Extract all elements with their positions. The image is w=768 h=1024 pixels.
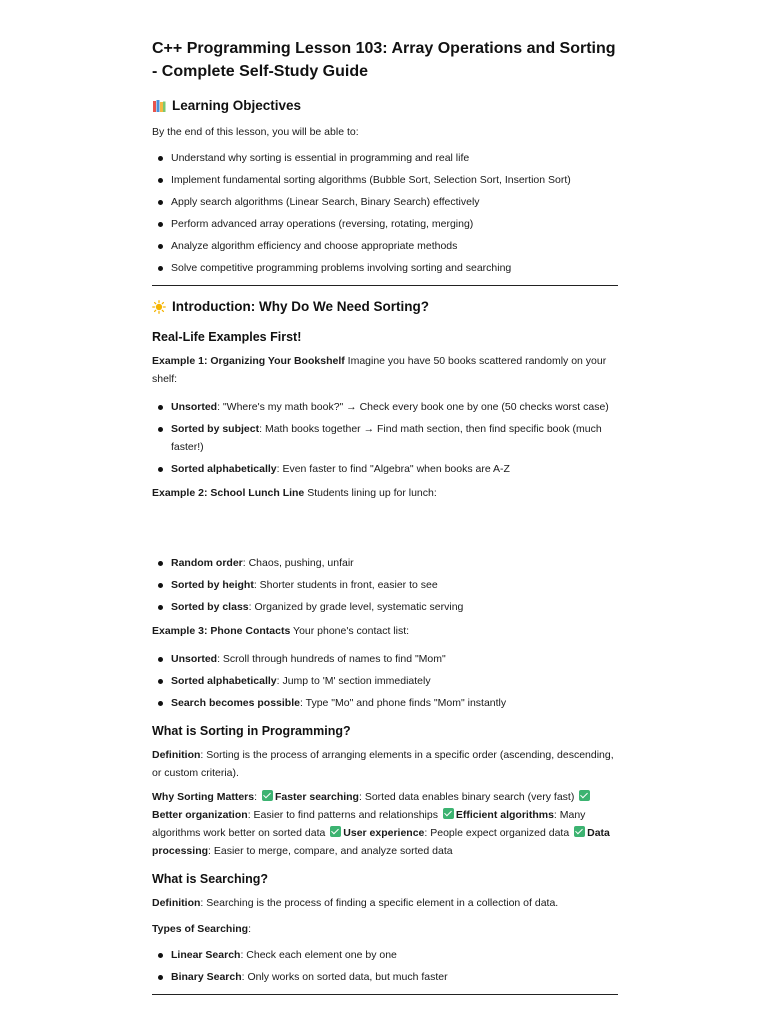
lesson-content xyxy=(152,37,618,995)
item-text: : Chaos, pushing, unfair xyxy=(242,557,354,569)
list-item xyxy=(152,694,618,712)
list-item xyxy=(152,968,618,986)
check-mark-icon xyxy=(330,826,341,837)
why-sorting-matters xyxy=(152,788,618,860)
benefit-text: : Easier to find patterns and relationships xyxy=(247,809,438,821)
why-label: Why Sorting Matters xyxy=(152,791,255,803)
benefit-text: : People expect organized data xyxy=(424,827,570,839)
colon: : xyxy=(254,791,258,803)
item-label: Linear Search xyxy=(171,949,241,961)
example-2-list xyxy=(152,554,618,616)
check-mark-icon xyxy=(574,826,585,837)
list-item xyxy=(152,672,618,690)
item-text: : Organized by grade level, systematic serving xyxy=(248,601,464,613)
page-title: C++ Programming Lesson 103: Array Operations and Sorting - Complete Self-Study Guide xyxy=(152,40,616,80)
sorting-heading: What is Sorting in Programming? xyxy=(152,724,351,738)
example-3-list xyxy=(152,650,618,712)
benefit-label: Faster searching xyxy=(274,791,359,803)
types-of-searching xyxy=(152,920,618,938)
definition-label: Definition xyxy=(152,749,201,761)
list-item: Solve competitive programming problems involving sorting and searching xyxy=(152,259,618,277)
searching-definition xyxy=(152,894,618,912)
item-text: : Math books together → Find math section, then find specific book (much faster!) xyxy=(171,423,602,453)
item-label: Unsorted xyxy=(171,653,218,665)
objectives-list xyxy=(152,149,618,277)
item-text: : Check each element one by one xyxy=(240,949,397,961)
benefit-label: Efficient algorithms xyxy=(455,809,554,821)
sorting-definition xyxy=(152,746,618,782)
intro-heading xyxy=(152,298,618,316)
example-1-list xyxy=(152,398,618,478)
books-icon xyxy=(152,99,166,113)
item-label: Sorted alphabetically xyxy=(171,463,277,475)
definition-label: Definition xyxy=(152,897,201,909)
list-item xyxy=(152,650,618,668)
item-text: : Only works on sorted data, but much faster xyxy=(241,971,448,983)
item-label: Sorted alphabetically xyxy=(171,675,277,687)
list-item: Perform advanced array operations (reversing, rotating, merging) xyxy=(152,215,618,233)
example-3-label: Example 3: Phone Contacts xyxy=(152,625,291,637)
item-label: Unsorted xyxy=(171,401,218,413)
item-text: : Jump to 'M' section immediately xyxy=(276,675,431,687)
benefit-text: : Many algorithms work better on sorted data xyxy=(152,809,586,839)
section-divider xyxy=(152,285,618,286)
item-label: Random order xyxy=(171,557,243,569)
example-1 xyxy=(152,352,618,388)
example-3 xyxy=(152,622,618,640)
benefit-label: User experience xyxy=(343,827,425,839)
item-text: : Scroll through hundreds of names to find "Mom" xyxy=(217,653,446,665)
item-text: : "Where's my math book?" → Check every book one by one (50 checks worst case) xyxy=(217,401,609,413)
example-2-label: Example 2: School Lunch Line xyxy=(152,487,305,499)
list-item xyxy=(152,460,618,478)
colon: : xyxy=(248,923,252,935)
real-life-heading: Real-Life Examples First! xyxy=(152,330,302,344)
example-3-text: Your phone's contact list: xyxy=(290,625,410,637)
searching-heading: What is Searching? xyxy=(152,872,268,886)
example-2 xyxy=(152,484,618,502)
list-item: Analyze algorithm efficiency and choose appropriate methods xyxy=(152,237,618,255)
item-text: : Even faster to find "Algebra" when books are A-Z xyxy=(276,463,510,475)
list-item: Apply search algorithms (Linear Search, Binary Search) effectively xyxy=(152,193,618,211)
list-item xyxy=(152,554,618,572)
item-label: Binary Search xyxy=(171,971,242,983)
benefit-text: : Easier to merge, compare, and analyze sorted data xyxy=(208,845,453,857)
check-mark-icon xyxy=(443,808,454,819)
item-text: : Shorter students in front, easier to see xyxy=(253,579,438,591)
check-mark-icon xyxy=(262,790,273,801)
item-label: Search becomes possible xyxy=(171,697,300,709)
benefit-label: Better organization xyxy=(152,809,248,821)
definition-text: : Sorting is the process of arranging elements in a specific order (ascending, descending, or custom criteria). xyxy=(152,749,614,779)
item-text: : Type "Mo" and phone finds "Mom" instantly xyxy=(299,697,507,709)
item-label: Sorted by height xyxy=(171,579,254,591)
section-divider xyxy=(152,994,618,995)
definition-text: : Searching is the process of finding a specific element in a collection of data. xyxy=(200,897,559,909)
list-item xyxy=(152,946,618,964)
sun-icon xyxy=(152,300,166,314)
types-label: Types of Searching xyxy=(152,923,249,935)
list-item xyxy=(152,420,618,456)
example-2-text: Students lining up for lunch: xyxy=(304,487,437,499)
benefit-label: Data processing xyxy=(152,827,610,857)
item-label: Sorted by class xyxy=(171,601,249,613)
objectives-heading-text: Learning Objectives xyxy=(172,98,302,113)
list-item xyxy=(152,576,618,594)
benefit-text: : Sorted data enables binary search (very fast) xyxy=(358,791,575,803)
objectives-heading xyxy=(152,97,618,115)
example-1-text: Imagine you have 50 books scattered randomly on your shelf: xyxy=(152,355,607,385)
list-item xyxy=(152,598,618,616)
objectives-intro: By the end of this lesson, you will be able to: xyxy=(152,126,359,138)
list-item: Implement fundamental sorting algorithms (Bubble Sort, Selection Sort, Insertion Sort) xyxy=(152,171,618,189)
check-mark-icon xyxy=(579,790,590,801)
list-item xyxy=(152,398,618,416)
example-1-label: Example 1: Organizing Your Bookshelf xyxy=(152,355,345,367)
item-label: Sorted by subject xyxy=(171,423,260,435)
list-item: Understand why sorting is essential in programming and real life xyxy=(152,149,618,167)
intro-heading-text: Introduction: Why Do We Need Sorting? xyxy=(172,299,429,314)
searching-list xyxy=(152,946,618,986)
